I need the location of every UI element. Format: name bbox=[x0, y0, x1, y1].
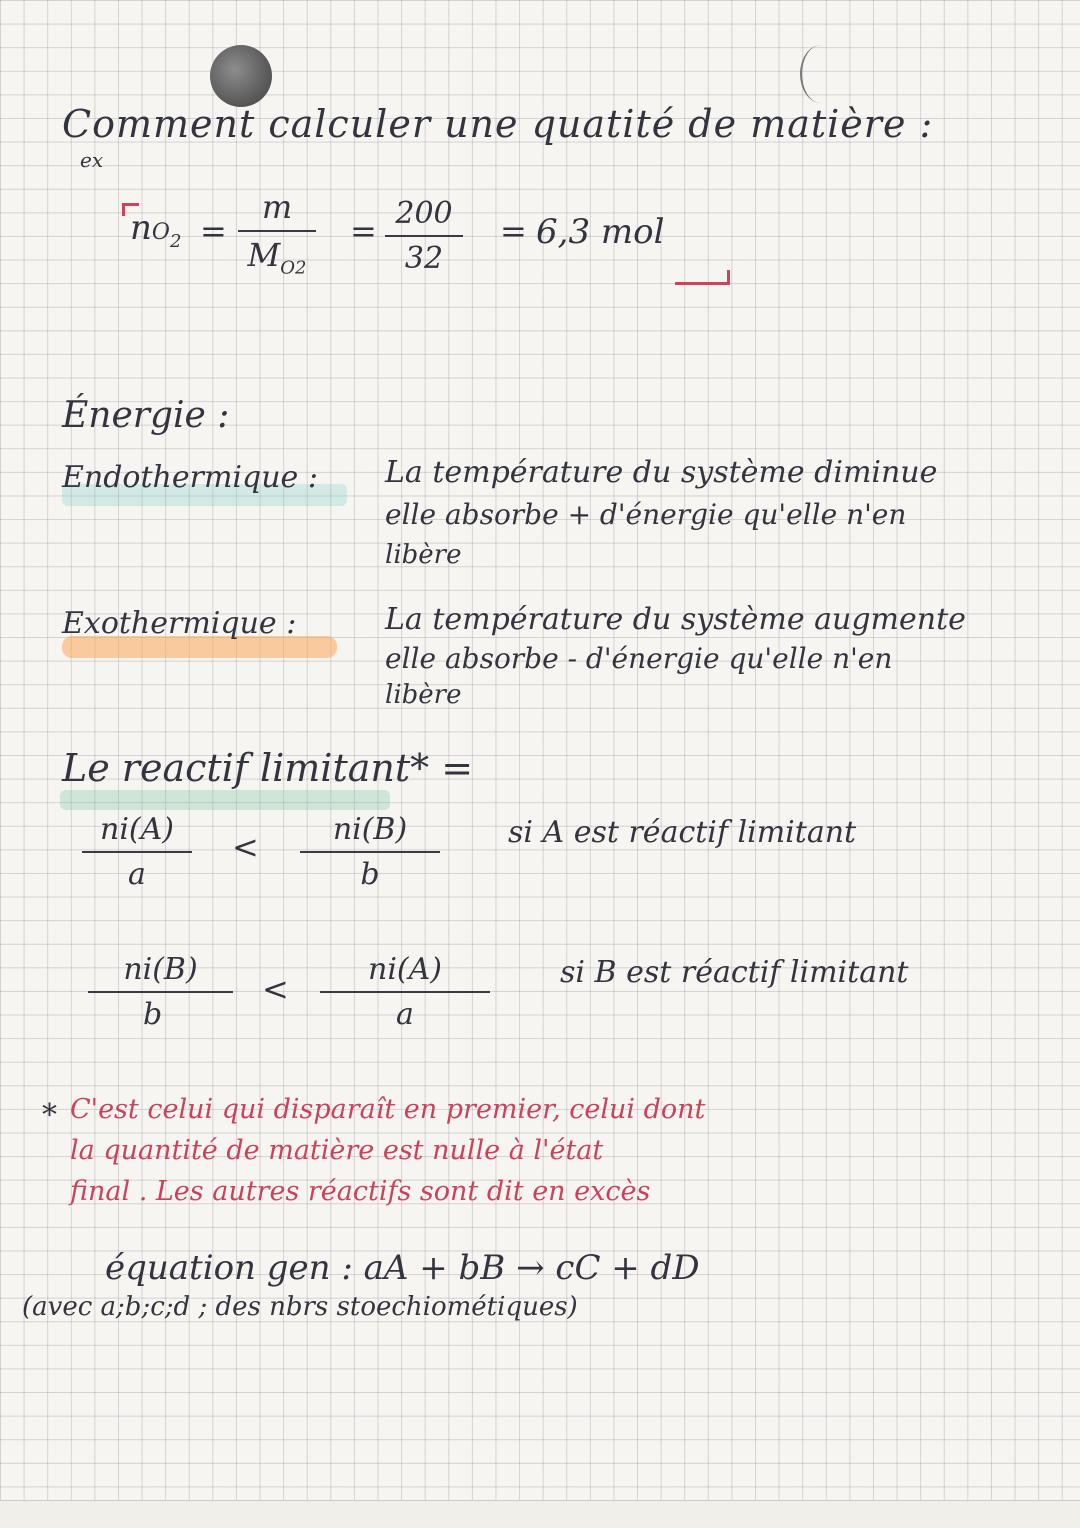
formula-num-1: m bbox=[261, 188, 293, 226]
endo-line-2: elle absorbe + d'énergie qu'elle n'en bbox=[385, 498, 907, 531]
condition-1-sign: < bbox=[232, 828, 259, 866]
formula-fraction-2 bbox=[385, 196, 463, 276]
condition-2-text: si B est réactif limitant bbox=[560, 955, 909, 990]
formula-equal-2: = bbox=[350, 212, 377, 250]
condition-1-left-den: a bbox=[128, 857, 146, 892]
formula-equal-1: = bbox=[200, 212, 227, 250]
note-line-3: final . Les autres réactifs sont dit en excès bbox=[70, 1176, 651, 1207]
equation-line-2: (avec a;b;c;d ; des nbrs stoechiométiques) bbox=[22, 1292, 578, 1322]
formula-lhs-sub2: 2 bbox=[169, 230, 182, 252]
formula-result-underline bbox=[675, 270, 730, 285]
note-star: * bbox=[42, 1098, 57, 1133]
condition-1-left-fraction bbox=[82, 812, 192, 892]
formula-equal-3: = bbox=[500, 212, 527, 250]
fraction-bar bbox=[88, 991, 233, 993]
fraction-bar bbox=[385, 235, 463, 237]
formula-lhs-sub: O bbox=[151, 220, 170, 245]
energie-heading: Énergie : bbox=[62, 395, 230, 436]
formula-lhs-symbol: n bbox=[130, 208, 152, 248]
formula-lhs bbox=[130, 208, 181, 252]
binder-hole-edge bbox=[800, 45, 842, 103]
fraction-bar bbox=[82, 851, 192, 853]
formula-den-1: $M_{O2}$ bbox=[247, 236, 307, 279]
note-line-1: C'est celui qui disparaît en premier, celui dont bbox=[70, 1094, 706, 1125]
condition-1-right-fraction bbox=[300, 812, 440, 892]
endo-line-1: La température du système diminue bbox=[385, 455, 938, 490]
formula-num-2: 200 bbox=[395, 196, 453, 231]
condition-1-right-num: ni(B) bbox=[332, 812, 408, 847]
condition-2-left-fraction bbox=[88, 952, 233, 1032]
condition-1-left-num: ni(A) bbox=[100, 812, 174, 847]
page-title: Comment calculer une quatité de matière : bbox=[62, 102, 934, 146]
note-line-2: la quantité de matière est nulle à l'état bbox=[70, 1135, 604, 1166]
endo-line-3: libère bbox=[385, 540, 462, 570]
exo-line-3: libère bbox=[385, 680, 462, 710]
exo-line-1: La température du système augmente bbox=[385, 602, 966, 637]
page-bottom-edge bbox=[0, 1500, 1080, 1528]
exo-line-2: elle absorbe - d'énergie qu'elle n'en bbox=[385, 642, 893, 675]
formula-fraction-1 bbox=[238, 188, 316, 278]
equation-line-1: équation gen : aA + bB → cC + dD bbox=[105, 1248, 700, 1288]
formula-den-2: 32 bbox=[404, 241, 444, 276]
condition-2-left-num: ni(B) bbox=[123, 952, 198, 987]
example-label: ex bbox=[80, 148, 104, 172]
condition-2-right-num: ni(A) bbox=[368, 952, 442, 987]
condition-2-right-fraction bbox=[320, 952, 490, 1032]
fraction-bar bbox=[300, 851, 440, 853]
condition-1-text: si A est réactif limitant bbox=[508, 815, 857, 850]
formula-result: 6,3 mol bbox=[536, 212, 665, 252]
condition-2-sign: < bbox=[262, 970, 289, 1008]
binder-hole bbox=[210, 45, 272, 107]
reactif-highlight bbox=[60, 790, 390, 810]
condition-2-right-den: a bbox=[396, 997, 414, 1032]
exo-label: Exothermique : bbox=[62, 606, 297, 641]
reactif-heading: Le reactif limitant* = bbox=[62, 746, 474, 790]
fraction-bar bbox=[320, 991, 490, 993]
condition-1-right-den: b bbox=[360, 857, 380, 892]
endo-label: Endothermique : bbox=[62, 460, 318, 495]
condition-2-left-den: b bbox=[143, 997, 163, 1032]
fraction-bar bbox=[238, 230, 316, 232]
